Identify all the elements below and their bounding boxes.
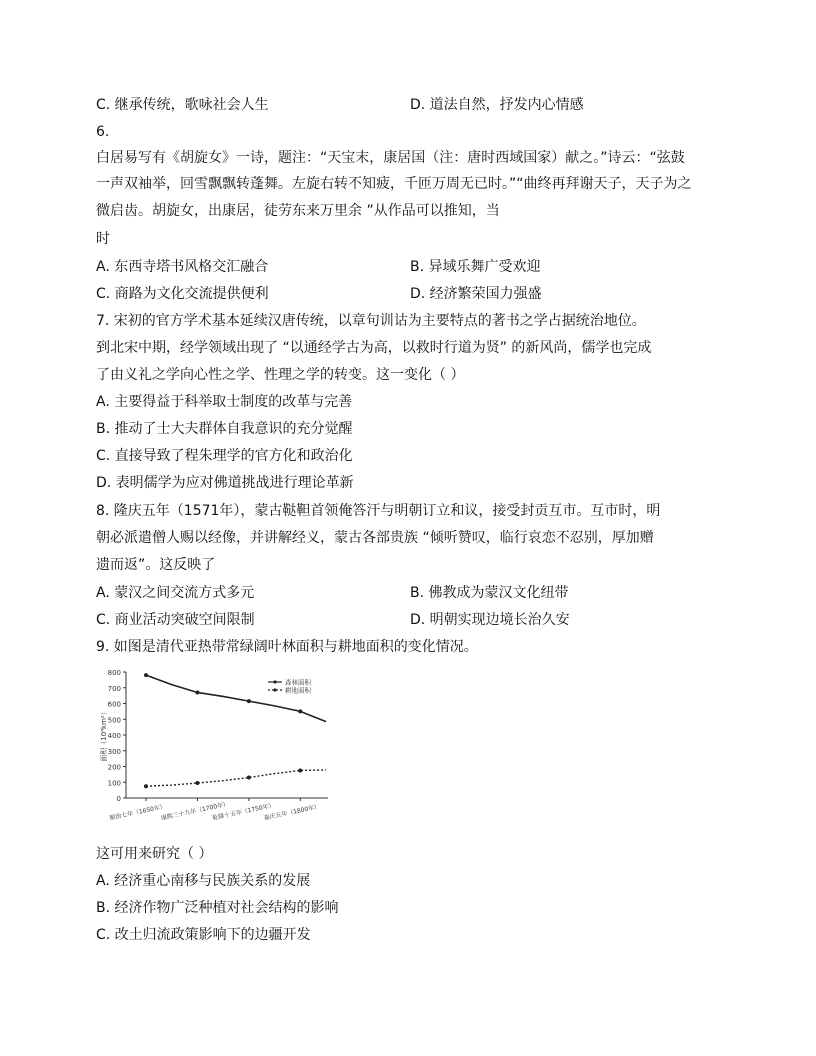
q6-option-b: B. 异域乐舞广受欢迎	[410, 259, 541, 275]
q7-option-d: D. 表明儒学为应对佛道挑战进行理论革新	[96, 475, 354, 491]
q8-stem-line-2: 朝必派遣僧人赐以经像，并讲解经义，蒙古各部贵族 “倾听赞叹，临行哀恋不忍别，厚加赠	[96, 530, 654, 546]
q5-option-c: C. 继承传统，歌咏社会人生	[96, 97, 269, 113]
q6-stem-line-1: 白居易写有《胡旋女》一诗，题注：“天宝末，康居国（注：唐时西域国家）献之。”诗云：“弦鼓	[96, 150, 685, 166]
q7-stem-line-2: 到北宋中期，经学领域出现了 “以通经学古为高，以救时行道为贤” 的新风尚，儒学也完成	[96, 340, 652, 356]
y-tick-label: 300	[107, 747, 121, 756]
q8-option-a: A. 蒙汉之间交流方式多元	[96, 585, 255, 601]
q7-stem-line-3: 了由义礼之学向心性之学、性理之学的转变。这一变化（ ）	[96, 367, 465, 383]
data-point-farmland	[144, 784, 148, 788]
q8-option-c: C. 商业活动突破空间限制	[96, 612, 255, 628]
q6-option-c: C. 商路为文化交流提供便利	[96, 286, 269, 302]
q6-stem-line-4: 时	[96, 231, 110, 247]
data-point-farmland	[298, 768, 302, 772]
q9-option-c: C. 改土归流政策影响下的边疆开发	[96, 927, 311, 943]
legend-label: 耕地面积	[285, 686, 311, 695]
x-tick-label: 顺治七年（1650年）	[108, 803, 167, 822]
q7-option-b: B. 推动了士大夫群体自我意识的充分觉醒	[96, 421, 353, 437]
chart-svg	[96, 662, 336, 834]
q6-option-d: D. 经济繁荣国力强盛	[410, 286, 542, 302]
y-tick-label: 400	[107, 732, 121, 740]
y-axis-label: 面积（10⁴km²）	[100, 708, 108, 762]
q8-option-b: B. 佛教成为蒙汉文化纽带	[410, 585, 569, 601]
legend-marker	[273, 688, 276, 691]
q7-option-c: C. 直接导致了程朱理学的官方化和政治化	[96, 448, 353, 464]
q9-option-a: A. 经济重心南移与民族关系的发展	[96, 873, 311, 889]
x-tick-label: 嘉庆五年（1800年）	[263, 803, 321, 822]
legend-label: 森林面积	[285, 678, 311, 687]
q6-number: 6.	[96, 124, 110, 140]
y-tick-label: 0	[116, 795, 121, 803]
q9-after-chart: 这可用来研究（ ）	[96, 846, 213, 862]
q7-stem-line-1: 7. 宋初的官方学术基本延续汉唐传统，以章句训诂为主要特点的著书之学占据统治地位。	[96, 313, 646, 329]
y-tick-label: 500	[107, 716, 121, 725]
q6-stem-line-2: 一声双袖举，回雪飘飘转蓬舞。左旋右转不知疲，千匝万周无已时。”“曲终再拜谢天子，天子为之	[96, 176, 692, 192]
y-tick-label: 100	[107, 779, 121, 788]
data-point-farmland	[247, 776, 251, 780]
y-tick-label: 800	[107, 669, 121, 677]
q9-option-b: B. 经济作物广泛种植对社会结构的影响	[96, 900, 339, 916]
q8-option-d: D. 明朝实现边境长治久安	[410, 612, 570, 628]
y-tick-label: 600	[107, 700, 121, 709]
q7-option-a: A. 主要得益于科举取士制度的改革与完善	[96, 394, 353, 410]
q6-stem-line-3: 微启齿。胡旋女，出康居，徒劳东来万里余 ”从作品可以推知，当	[96, 203, 500, 219]
data-point-forest	[298, 709, 302, 713]
series-line-farmland	[146, 770, 326, 786]
q8-stem-line-1: 8. 隆庆五年（1571年），蒙古鞑靼首领俺答汗与明朝订立和议，接受封贡互市。互市时，明	[96, 503, 661, 519]
forest-farmland-line-chart	[96, 662, 336, 834]
legend-marker	[273, 680, 276, 683]
data-point-forest	[247, 699, 251, 703]
q8-stem-line-3: 遗而返”。这反映了	[96, 557, 216, 573]
data-point-forest	[144, 673, 148, 677]
x-tick-label: 康熙三十九年（1700年）	[160, 800, 230, 822]
x-tick-label: 乾隆十五年（1750年）	[211, 801, 276, 822]
q6-option-a: A. 东西寺塔书风格交汇融合	[96, 259, 269, 275]
q9-stem: 9. 如图是清代亚热带常绿阔叶林面积与耕地面积的变化情况。	[96, 639, 478, 655]
y-tick-label: 700	[107, 684, 121, 693]
data-point-forest	[195, 690, 199, 694]
data-point-farmland	[195, 781, 199, 785]
y-tick-label: 200	[107, 763, 121, 772]
q5-option-d: D. 道法自然，抒发内心情感	[410, 97, 584, 113]
